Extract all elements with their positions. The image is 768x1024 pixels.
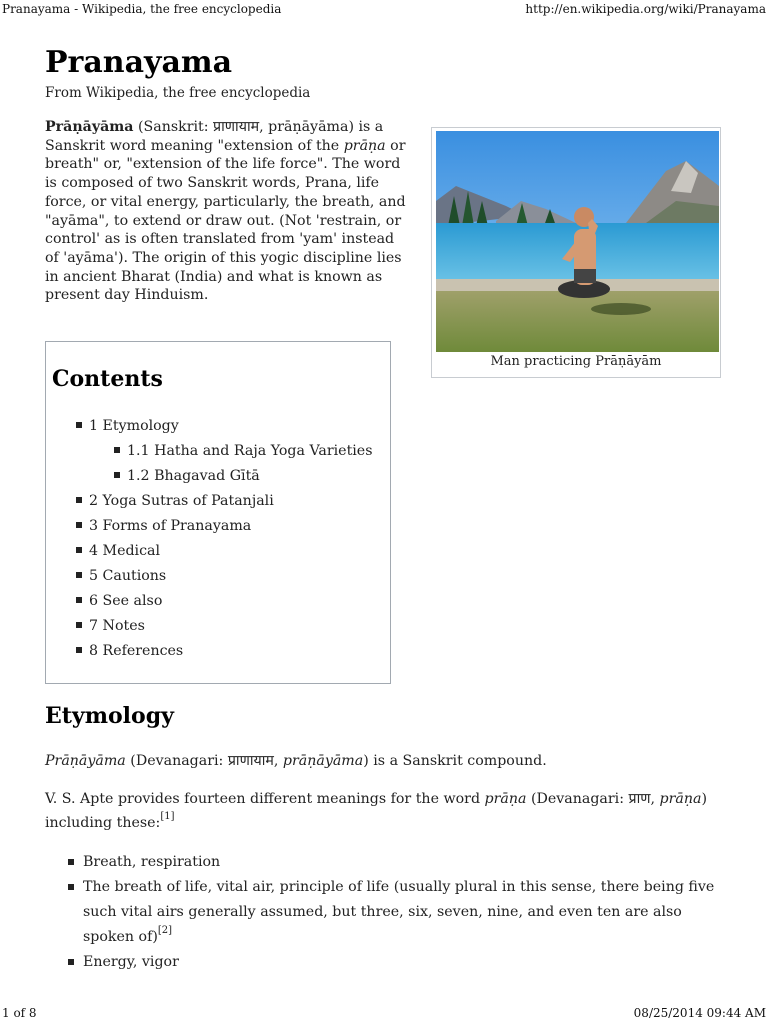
bullet-icon <box>76 422 82 428</box>
reference-link[interactable]: [2] <box>157 925 173 936</box>
bullet-icon <box>68 959 74 965</box>
meanings-list <box>68 850 728 975</box>
article-title: Pranayama <box>45 45 233 80</box>
meaning-text: Energy, vigor <box>83 954 179 970</box>
etym-p2-italic-1: prāṇa <box>484 791 527 807</box>
toc-item[interactable] <box>114 468 260 484</box>
toc-item-label[interactable]: 1.2 Bhagavad Gītā <box>127 468 260 484</box>
bullet-icon <box>76 497 82 503</box>
toc-item[interactable] <box>114 443 373 459</box>
bullet-icon <box>76 647 82 653</box>
infobox-caption: Man practicing Prāṇāyām <box>490 354 662 369</box>
toc-item[interactable] <box>76 518 251 534</box>
etym-p1-italic-2: prāṇāyāma <box>282 753 364 769</box>
table-of-contents <box>45 341 391 684</box>
etym-p2-italic-2: prāṇa <box>659 791 702 807</box>
etym-p2-text-2: (Devanagari: प्राण, <box>526 791 660 807</box>
lead-term: Prāṇāyāma <box>45 119 134 135</box>
print-footer <box>0 1006 768 1022</box>
etym-p2-text-3: ) including these: <box>45 791 707 831</box>
bullet-icon <box>114 472 120 478</box>
article-subtitle: From Wikipedia, the free encyclopedia <box>45 85 311 101</box>
print-header <box>0 2 768 18</box>
toc-item-label[interactable]: 8 References <box>89 643 184 659</box>
meaning-text: The breath of life, vital air, principle of life (usually plural in this sense, there being five such vital airs generally assumed, but three, six, seven, nine, and even ten are also spoken of) <box>83 879 715 945</box>
page-indicator: 1 of 8 <box>2 1006 37 1020</box>
meaning-text: Breath, respiration <box>83 854 221 870</box>
yoga-photo[interactable] <box>436 131 719 352</box>
etym-p1-text-2: ) is a Sanskrit compound. <box>363 753 547 769</box>
toc-item-label[interactable]: 6 See also <box>89 593 163 609</box>
page-url[interactable]: http://en.wikipedia.org/wiki/Pranayama <box>525 2 766 16</box>
etymology-paragraph-2 <box>45 787 725 835</box>
bullet-icon <box>76 572 82 578</box>
bullet-icon <box>76 597 82 603</box>
toc-item-label[interactable]: 7 Notes <box>89 618 145 634</box>
page-title-header: Pranayama - Wikipedia, the free encyclopedia <box>2 2 282 16</box>
print-timestamp: 08/25/2014 09:44 AM <box>633 1006 766 1020</box>
reference-link[interactable]: [1] <box>160 811 175 822</box>
toc-item-label[interactable]: 1 Etymology <box>89 418 179 434</box>
bullet-icon <box>114 447 120 453</box>
toc-item[interactable] <box>76 618 145 634</box>
toc-title: Contents <box>52 366 163 392</box>
toc-item[interactable] <box>76 568 166 584</box>
toc-item[interactable] <box>76 418 179 434</box>
bullet-icon <box>68 884 74 890</box>
toc-item-label[interactable]: 4 Medical <box>89 543 161 559</box>
toc-item[interactable] <box>76 493 274 509</box>
etym-p1-text-1: (Devanagari: प्राणायाम, <box>125 753 283 769</box>
section-heading-etymology: Etymology <box>45 703 174 729</box>
toc-item-label[interactable]: 1.1 Hatha and Raja Yoga Varieties <box>127 443 373 459</box>
bullet-icon <box>76 547 82 553</box>
bullet-icon <box>76 522 82 528</box>
bullet-icon <box>68 859 74 865</box>
infobox <box>431 127 721 378</box>
toc-item-label[interactable]: 5 Cautions <box>89 568 167 584</box>
list-item <box>68 850 728 875</box>
lead-text-1: (Sanskrit: प्राणायाम, prāṇāyāma) is a Sanskrit word meaning "extension of the <box>45 119 384 154</box>
list-item <box>68 875 728 950</box>
list-item <box>68 950 728 975</box>
etym-p2-text-1: V. S. Apte provides fourteen different meanings for the word <box>45 791 485 807</box>
etymology-paragraph-1 <box>45 749 725 773</box>
lead-paragraph <box>45 118 410 305</box>
toc-item-label[interactable]: 2 Yoga Sutras of Patanjali <box>89 493 274 509</box>
lead-text-2: or breath" or, "extension of the life force". The word is composed of two Sanskrit words, Prana, life force, or vital energy, particularly, the breath, and "ayāma", to extend or draw out. (Not 'restrain, or control' as is often translated from 'yam' instead of 'ayāma'). The origin of this yogic discipline lies in ancient Bharat (India) and what is known as present day Hinduism. <box>45 137 406 304</box>
toc-item-label[interactable]: 3 Forms of Pranayama <box>89 518 252 534</box>
etym-p1-italic-1: Prāṇāyāma <box>45 753 126 769</box>
toc-item[interactable] <box>76 593 162 609</box>
bullet-icon <box>76 622 82 628</box>
toc-item[interactable] <box>76 643 183 659</box>
toc-item[interactable] <box>76 543 160 559</box>
lead-prana: prāṇa <box>343 137 386 154</box>
